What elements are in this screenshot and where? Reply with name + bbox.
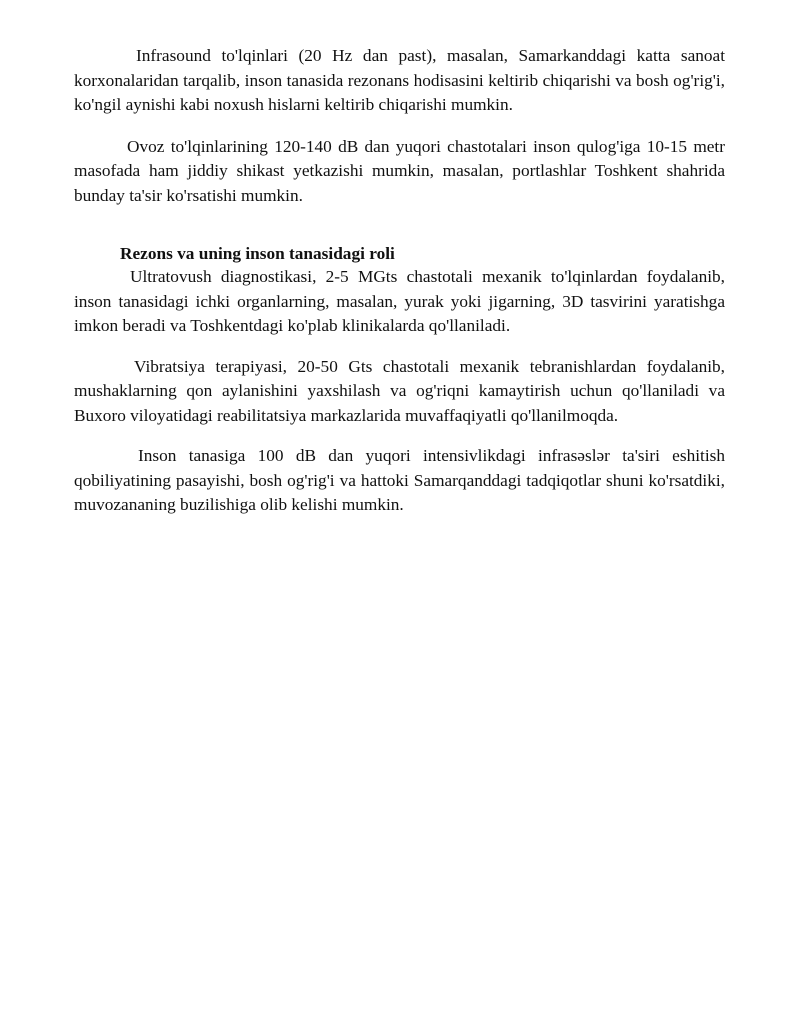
paragraph-infrasound: Infrasound to'lqinlari (20 Hz dan past), masalan, Samarkanddagi katta sanoat korxonalaridan tarqalib, inson tanasida rezonans hodisasini keltirib chiqarishi va bosh og'rig'i, ko'ngil aynishi kabi noxush hislarni keltirib chiqarishi mumkin. (74, 46, 725, 114)
paragraph-sound-waves: Ovoz to'lqinlarining 120-140 dB dan yuqori chastotalari inson qulog'iga 10-15 metr masofada ham jiddiy shikast yetkazishi mumkin, masalan, portlashlar Toshkent shahrida bunday ta'sir ko'rsatishi mumkin. (74, 136, 725, 205)
document-page (74, 44, 725, 518)
section-heading: Rezons va uning inson tanasidagi roli (120, 244, 395, 263)
paragraph-ultrasound: Ultratovush diagnostikasi, 2-5 MGts chastotali mexanik to'lqinlardan foydalanib, inson tanasidagi ichki organlarning, masalan, yurak yoki jigarning, 3D tasvirini yaratishga imkon beradi va Toshkentdagi ko'plab klinikalarda qo'llaniladi. (74, 267, 725, 335)
paragraph-infrasound-effects: Inson tanasiga 100 dB dan yuqori intensivlikdagi infrasəslər ta'siri eshitish qobiliyatining pasayishi, bosh og'rig'i va hattoki Samarqanddagi tadqiqotlar shuni ko'rsatdiki, muvozananing buzilishiga olib kelishi mumkin. (74, 446, 725, 514)
paragraph-vibration-therapy: Vibratsiya terapiyasi, 20-50 Gts chastotali mexanik tebranishlardan foydalanib, mushaklarning qon aylanishini yaxshilash va og'riqni kamaytirish uchun qo'llaniladi va Buxoro viloyatidagi reabilitatsiya markazlarida muvaffaqiyatli qo'llanilmoqda. (74, 356, 725, 425)
